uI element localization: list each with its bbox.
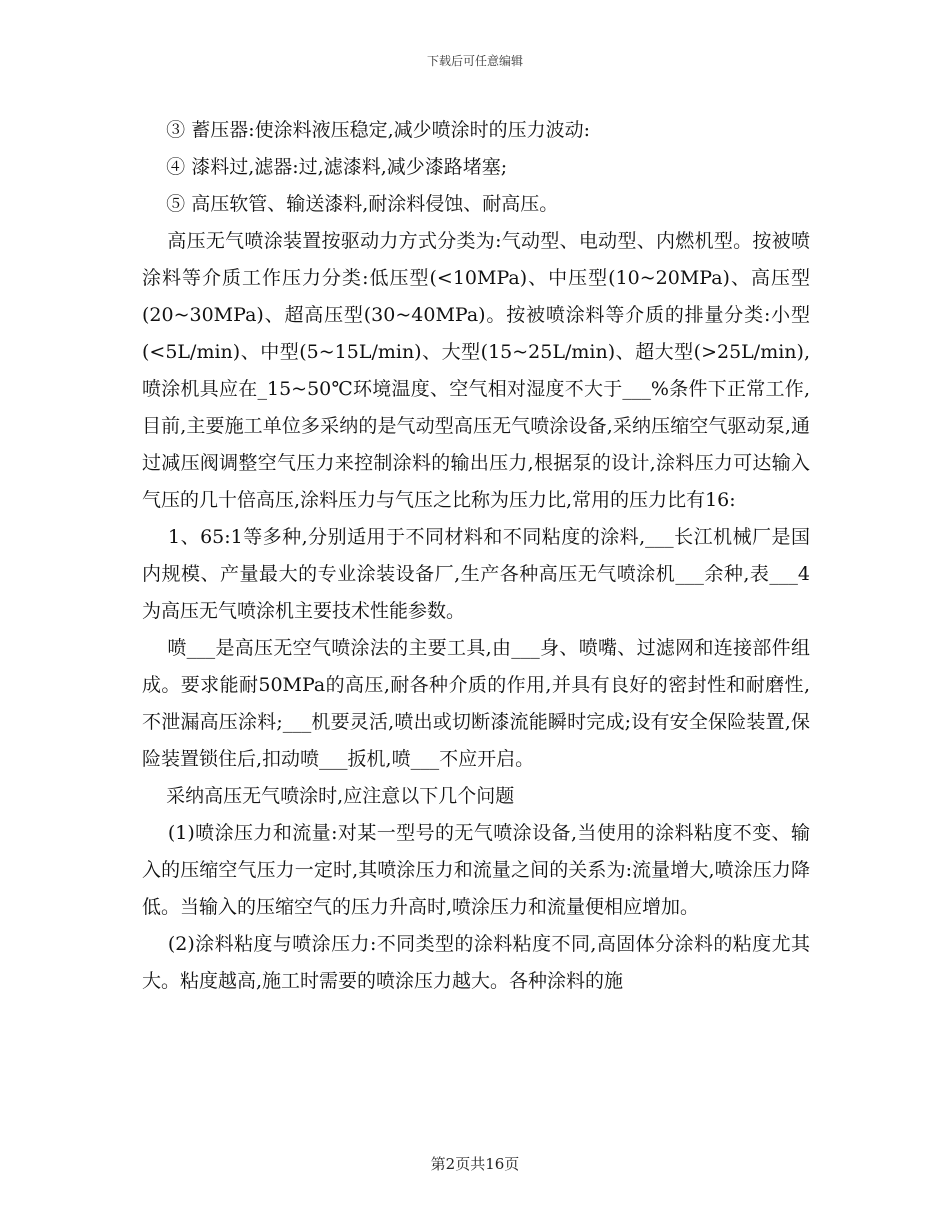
paragraph: (2)涂料粘度与喷涂压力:不同类型的涂料粘度不同,高固体分涂料的粘度尤其大。粘度越高,施工时需要的喷涂压力越大。各种涂料的施	[142, 933, 810, 992]
paragraph: 采纳高压无气喷涂时,应注意以下几个问题	[142, 785, 515, 807]
paragraph: 1、65:1等多种,分别适用于不同材料和不同粘度的涂料,___长江机械厂是国内规模、产量最大的专业涂装设备厂,生产各种高压无气喷涂机___余种,表___4为高压无气喷涂机主要技术性能参数。	[142, 526, 810, 622]
paragraph: (1)喷涂压力和流量:对某一型号的无气喷涂设备,当使用的涂料粘度不变、输入的压缩空气压力一定时,其喷涂压力和流量之间的关系为:流量增大,喷涂压力降低。当输入的压缩空气的压力升高时,喷涂压力和流量便相应增加。	[142, 822, 810, 918]
paragraph: ③ 蓄压器:使涂料液压稳定,减少喷涂时的压力波动:	[142, 119, 591, 141]
page-footer: 第2页共16页	[430, 1155, 520, 1173]
paragraph: 喷___是高压无空气喷涂法的主要工具,由___身、喷嘴、过滤网和连接部件组成。要求能耐50MPa的高压,耐各种介质的作用,并具有良好的密封性和耐磨性,不泄漏高压涂料;___机要灵活,喷出或切断漆流能瞬时完成;设有安全保险装置,保险装置锁住后,扣动喷___扳机,喷___不应开启。	[142, 637, 810, 770]
paragraph: ④ 漆料过,滤器:过,滤漆料,减少漆路堵塞;	[142, 156, 508, 178]
document-body	[142, 112, 810, 1000]
page-header: 下载后可任意编辑	[426, 54, 523, 68]
paragraph: 高压无气喷涂装置按驱动力方式分类为:气动型、电动型、内燃机型。按被喷涂料等介质工作压力分类:低压型(<10MPa)、中压型(10~20MPa)、高压型(20~30MPa)、超高压型(30~40MPa)。按被喷涂料等介质的排量分类:小型(<5L/min)、中型(5~15L/min)、大型(15~25L/min)、超大型(>25L/min),喷涂机具应在_15~50℃环境温度、空气相对湿度不大于___%条件下正常工作,目前,主要施工单位多采纳的是气动型高压无气喷涂设备,采纳压缩空气驱动泵,通过减压阀调整空气压力来控制涂料的输出压力,根据泵的设计,涂料压力可达输入气压的几十倍高压,涂料压力与气压之比称为压力比,常用的压力比有16:	[142, 230, 810, 511]
paragraph: ⑤ 高压软管、输送漆料,耐涂料侵蚀、耐高压。	[142, 193, 559, 215]
